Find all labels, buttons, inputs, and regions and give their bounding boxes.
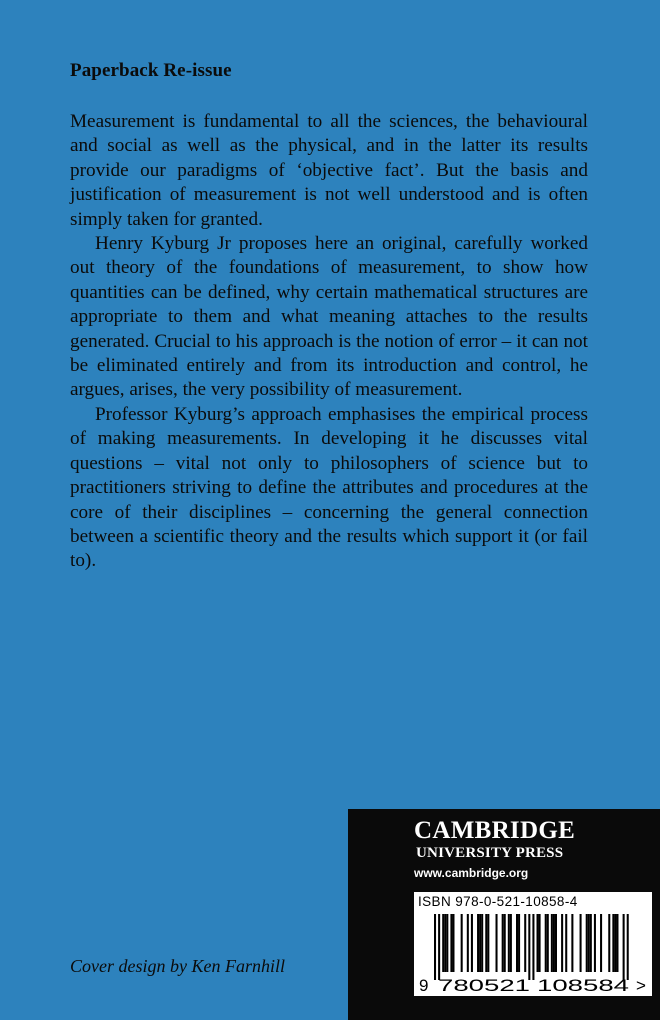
blurb	[70, 110, 588, 574]
barcode-bar	[434, 914, 436, 980]
barcode-bar	[537, 914, 539, 972]
barcode-bar	[627, 914, 629, 980]
barcode-arrow: >	[636, 976, 646, 995]
barcode-bar	[479, 914, 481, 972]
barcode-bar	[485, 914, 487, 972]
barcode-bar	[588, 914, 590, 972]
barcode-bar	[524, 914, 526, 972]
isbn-barcode	[414, 892, 652, 996]
blurb-paragraph-1: Measurement is fundamental to all the sciences, the behavioural and social as well as the physical, and in the latter its results provide our paradigms of ‘objective fact’. But the basis and justification of measurement is not well understood and is often simply taken for granted.	[70, 111, 588, 230]
barcode-bar	[446, 914, 448, 972]
isbn-label: ISBN 978-0-521-10858-4	[418, 894, 578, 909]
barcode-bar	[508, 914, 510, 972]
barcode-bar	[539, 914, 541, 972]
barcode-bar	[487, 914, 489, 972]
blurb-paragraph-2: Henry Kyburg Jr proposes here an original, carefully worked out theory of the foundations of measurement, to show how quantities can be defined, why certain mathematical structures are appropriate to them and what meaning attaches to the results generated. Crucial to his approach is the notion of error – it can not be eliminated entirely and from its introduction and control, he argues, arises, the very possibility of measurement.	[70, 233, 588, 401]
barcode-bar	[590, 914, 592, 972]
barcode-right-digits: 108584	[537, 976, 629, 995]
reissue-heading: Paperback Re-issue	[70, 60, 232, 81]
barcode-left-digits: 780521	[438, 976, 530, 995]
barcode-bar	[510, 914, 512, 972]
barcode-bar	[623, 914, 625, 980]
barcode-bar	[561, 914, 563, 972]
barcode-bar	[532, 914, 534, 980]
publisher-panel	[348, 809, 660, 1020]
barcode-bar	[580, 914, 582, 972]
publisher-logo: CAMBRIDGE	[414, 817, 576, 844]
barcode-bar	[461, 914, 463, 972]
barcode-bar	[467, 914, 469, 972]
barcode-bar	[477, 914, 479, 972]
barcode-bar	[547, 914, 549, 972]
barcode-bar	[608, 914, 610, 972]
barcode-bar	[553, 914, 555, 972]
publisher-url[interactable]: www.cambridge.org	[414, 866, 529, 880]
blurb-paragraph-3: Professor Kyburg’s approach emphasises the empirical process of making measurements. In developing it he discusses vital questions – vital not only to philosophers of science but to practitioners striving to define the attributes and procedures at the core of their disciplines – concerning the general connection between a scientific theory and the results which support it (or fail to).	[70, 403, 588, 572]
publisher-subtitle: UNIVERSITY PRESS	[416, 845, 564, 861]
barcode-bar	[594, 914, 596, 972]
barcode-bar	[481, 914, 483, 972]
barcode-bar	[450, 914, 452, 972]
barcode-bar	[616, 914, 618, 972]
barcode-bar	[586, 914, 588, 972]
barcode-bar	[444, 914, 446, 972]
barcode-bar	[571, 914, 573, 972]
barcode-bar	[545, 914, 547, 972]
barcode-bar	[516, 914, 518, 972]
barcode-bar	[612, 914, 614, 972]
barcode-bars	[414, 892, 652, 996]
barcode-bar	[442, 914, 444, 972]
barcode-bar	[614, 914, 616, 972]
barcode-lead-digit: 9	[419, 976, 429, 995]
cover-design-credit: Cover design by Ken Farnhill	[70, 956, 285, 976]
barcode-bar	[551, 914, 553, 972]
barcode-bar	[438, 914, 440, 980]
barcode-bar	[496, 914, 498, 972]
barcode-bar	[502, 914, 504, 972]
barcode-bar	[452, 914, 454, 972]
barcode-bar	[600, 914, 602, 972]
barcode-bar	[504, 914, 506, 972]
barcode-bar	[528, 914, 530, 980]
barcode-bar	[555, 914, 557, 972]
barcode-bar	[471, 914, 473, 972]
barcode-bar	[565, 914, 567, 972]
barcode-bar	[518, 914, 520, 972]
